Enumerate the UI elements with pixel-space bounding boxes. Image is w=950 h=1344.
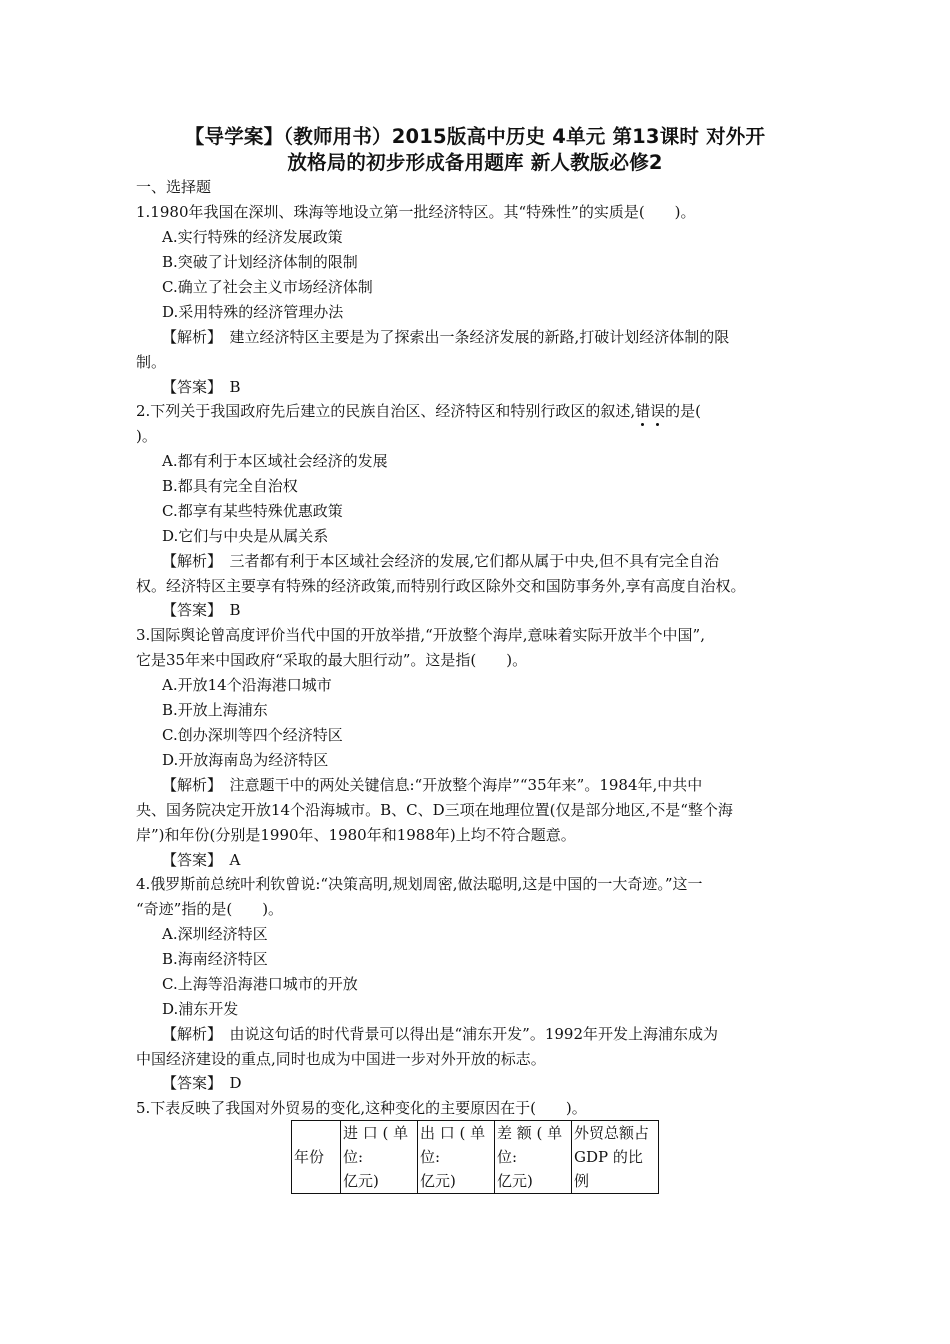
q2-analysis-line-2: 权。经济特区主要享有特殊的经济政策,而特别行政区除外交和国防事务外,享有高度自治权。 [136, 577, 746, 595]
q1-option-c: C.确立了社会主义市场经济体制 [162, 278, 373, 296]
q1-option-a: A.实行特殊的经济发展政策 [162, 228, 343, 246]
q2-emphasis-char-1: 错 [635, 402, 651, 420]
header-text: 进 口 ( 单 [343, 1124, 409, 1142]
header-text: 差 额 ( 单 [497, 1124, 563, 1142]
q3-answer: 【答案】 A [162, 851, 241, 869]
q2-option-b: B.都具有完全自治权 [162, 477, 298, 495]
q4-analysis-line-2: 中国经济建设的重点,同时也成为中国进一步对外开放的标志。 [136, 1050, 546, 1068]
table-header-export [418, 1121, 495, 1194]
q3-analysis-line-1: 【解析】 注意题干中的两处关键信息:“开放整个海岸”“35年来”。1984年,中共中 [162, 776, 703, 794]
q2-option-c: C.都享有某些特殊优惠政策 [162, 502, 343, 520]
header-text: 位: [343, 1148, 364, 1166]
header-text: 亿元) [420, 1172, 456, 1190]
q3-option-b: B.开放上海浦东 [162, 701, 268, 719]
q3-option-c: C.创办深圳等四个经济特区 [162, 726, 343, 744]
section-heading: 一、选择题 [136, 178, 212, 196]
q2-stem [136, 401, 701, 421]
header-text: 位: [497, 1148, 518, 1166]
q2-answer: 【答案】 B [162, 601, 241, 619]
q2-stem-line-2: )。 [136, 427, 157, 445]
header-text: 年份 [294, 1148, 325, 1166]
q3-stem-line-2: 它是35年来中国政府“采取的最大胆行动”。这是指( )。 [136, 651, 528, 669]
q2-option-d: D.它们与中央是从属关系 [162, 527, 329, 545]
header-text: 亿元) [343, 1172, 379, 1190]
q4-option-a: A.深圳经济特区 [162, 925, 268, 943]
q4-stem-line-1: 4.俄罗斯前总统叶利钦曾说:“决策高明,规划周密,做法聪明,这是中国的一大奇迹。”这一 [136, 875, 703, 893]
q1-analysis-line-2: 制。 [136, 353, 167, 371]
q1-analysis-line-1: 【解析】 建立经济特区主要是为了探索出一条经济发展的新路,打破计划经济体制的限 [162, 328, 730, 346]
q3-option-a: A.开放14个沿海港口城市 [162, 676, 332, 694]
q4-option-d: D.浦东开发 [162, 1000, 239, 1018]
table-header-balance [495, 1121, 572, 1194]
q2-stem-pre: 2.下列关于我国政府先后建立的民族自治区、经济特区和特别行政区的叙述, [136, 402, 636, 420]
q4-answer: 【答案】 D [162, 1074, 242, 1092]
header-text: 亿元) [497, 1172, 533, 1190]
title-line-2: 放格局的初步形成备用题库 新人教版必修2 [287, 151, 663, 174]
table-header-row [292, 1121, 659, 1194]
header-text: 出 口 ( 单 [420, 1124, 486, 1142]
q4-option-c: C.上海等沿海港口城市的开放 [162, 975, 358, 993]
q1-answer: 【答案】 B [162, 378, 241, 396]
q4-analysis-line-1: 【解析】 由说这句话的时代背景可以得出是“浦东开发”。1992年开发上海浦东成为 [162, 1025, 719, 1043]
q1-option-b: B.突破了计划经济体制的限制 [162, 253, 358, 271]
q4-stem-line-2: “奇迹”指的是( )。 [136, 900, 284, 918]
q1-stem: 1.1980年我国在深圳、珠海等地设立第一批经济特区。其“特殊性”的实质是( )。 [136, 203, 696, 221]
q3-analysis-line-2: 央、国务院决定开放14个沿海城市。B、C、D三项在地理位置(仅是部分地区,不是“整个海 [136, 801, 733, 819]
header-text: 外贸总额占 [574, 1124, 650, 1142]
q2-emphasis-char-2: 误 [650, 402, 666, 420]
q4-option-b: B.海南经济特区 [162, 950, 268, 968]
header-text: GDP 的比例 [574, 1148, 643, 1190]
q1-option-d: D.采用特殊的经济管理办法 [162, 303, 344, 321]
document-title [130, 124, 820, 176]
q2-stem-post: 的是( [665, 402, 701, 420]
title-line-1: 【导学案】（教师用书）2015版高中历史 4单元 第13课时 对外开 [184, 125, 766, 148]
header-text: 位: [420, 1148, 441, 1166]
q2-analysis-line-1: 【解析】 三者都有利于本区域社会经济的发展,它们都从属于中央,但不具有完全自治 [162, 552, 720, 570]
q3-option-d: D.开放海南岛为经济特区 [162, 751, 329, 769]
table-header-import [341, 1121, 418, 1194]
table-header-gdp-ratio [572, 1121, 659, 1194]
q3-analysis-line-3: 岸”)和年份(分别是1990年、1980年和1988年)上均不符合题意。 [136, 826, 576, 844]
table-header-year [292, 1121, 341, 1194]
q2-option-a: A.都有利于本区域社会经济的发展 [162, 452, 388, 470]
q3-stem-line-1: 3.国际舆论曾高度评价当代中国的开放举措,“开放整个海岸,意味着实际开放半个中国”, [136, 626, 705, 644]
q5-stem: 5.下表反映了我国对外贸易的变化,这种变化的主要原因在于( )。 [136, 1099, 587, 1117]
trade-table [291, 1120, 659, 1194]
